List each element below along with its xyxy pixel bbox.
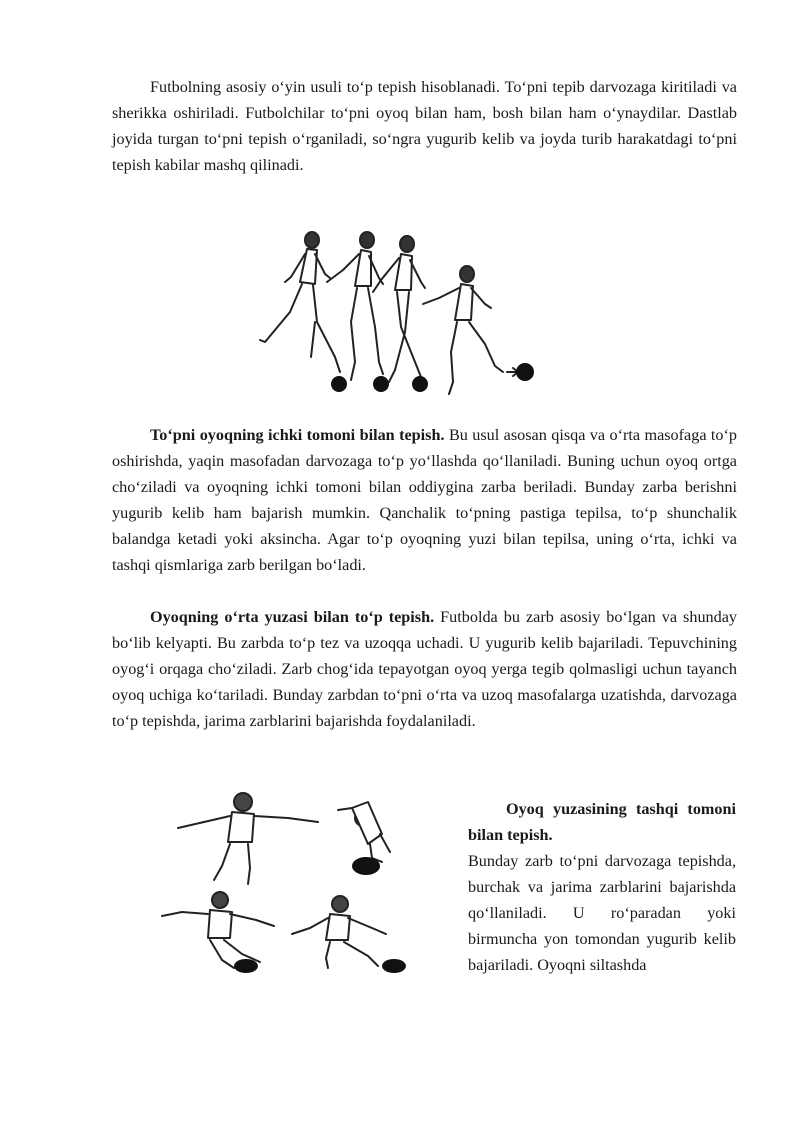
- middle-surface-body: Futbolda bu zarb asosiy bo‘lgan va shunday bo‘lib kelyapti. Bu zarbda to‘p tez va uzoqqa uchadi. U yugurib kelib bajariladi. Tepuvchining oyog‘i orqaga cho‘ziladi. Zarb chog‘ida tepayotgan oyoq yerga tegib qolmasligi uchun tayanch oyoq uchiga ko‘tariladi. Bunday zarbdan to‘pni o‘rta va uzoq masofalarga uzatishda, darvozaga to‘p tepishda, jarima zarblarini bajarishda foydalaniladi.: [112, 608, 738, 730]
- middle-surface-paragraph: [112, 604, 737, 734]
- intro-paragraph: Futbolning asosiy o‘yin usuli to‘p tepish hisoblanadi. To‘pni tepib darvozaga kiritiladi va sherikka oshiriladi. Futbolchilar to‘pni oyoq bilan ham, bosh bilan ham o‘ynaydilar. Dastlab joyida turgan to‘pni tepish o‘rganiladi, so‘ngra yugurib kelib va joyda turib harakatdagi to‘pni tepish kabilar mashq qilinadi.: [112, 78, 737, 174]
- inner-side-body: Bu usul asosan qisqa va o‘rta masofaga to‘p oshirishda, yaqin masofadan darvozaga to‘p yo‘llashda qo‘llaniladi. Buning uchun oyoq ortga cho‘ziladi va oyoqning ichki tomoni bilan oddiygina zarba beriladi. Bunday zarba berishni yugurib kelib ham bajarish mumkin. Qanchalik to‘pning pastiga tepilsa, to‘p shunchalik balandga ketadi yoki aksincha. Agar to‘p oyoqning yuzi bilan tepilsa, uning o‘rta, ichki va tashqi qismlariga zarb berilgan bo‘ladi.: [112, 426, 737, 574]
- outer-surface-column: [468, 796, 736, 978]
- middle-surface-title: Oyoqning o‘rta yuzasi bilan to‘p tepish.: [150, 608, 435, 626]
- inner-side-paragraph: [112, 422, 737, 578]
- outside-foot-icon: [158, 788, 433, 988]
- inner-side-title: To‘pni oyoqning ichki tomoni bilan tepish.: [150, 426, 445, 444]
- outside-foot-figure: [158, 788, 433, 988]
- kick-sequence-figure: [255, 222, 545, 410]
- outer-surface-body: Bunday zarb to‘pni darvozaga tepishda, burchak va jarima zarblarini bajarishda qo‘llaniladi. U ro‘paradan yoki birmuncha yon tomondan yugurib kelib bajariladi. Oyoqni siltashda: [468, 852, 736, 974]
- outer-surface-title: Oyoq yuzasining tashqi tomoni bilan tepish.: [468, 800, 736, 844]
- kick-sequence-icon: [255, 222, 545, 410]
